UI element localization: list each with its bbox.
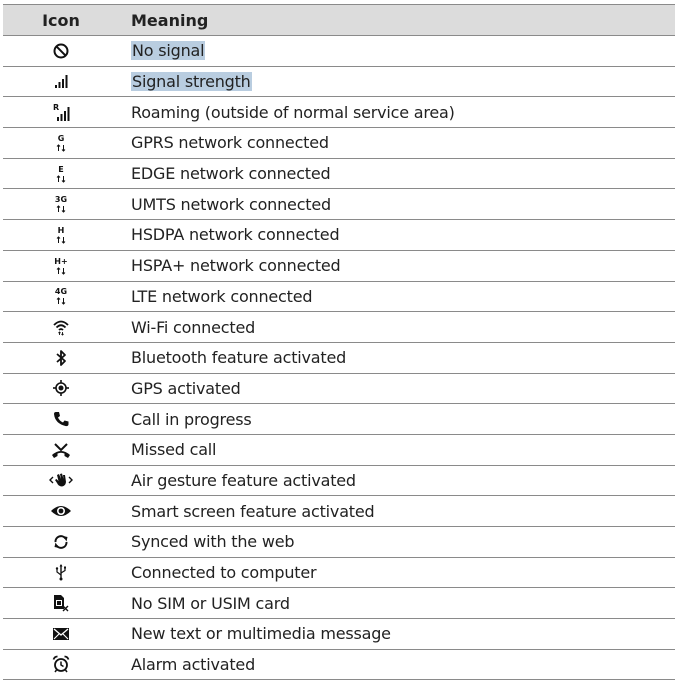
- row-label: Smart screen feature activated: [131, 501, 375, 521]
- row-label: Synced with the web: [131, 532, 295, 552]
- status-icons-table-container: [3, 4, 675, 680]
- smart-screen-icon: [50, 503, 72, 519]
- edge-icon: [53, 164, 69, 184]
- alarm-icon: [52, 655, 70, 673]
- row-label: Call in progress: [131, 409, 252, 429]
- svg-text:R: R: [53, 103, 60, 113]
- svg-text:G: G: [57, 133, 65, 143]
- row-label: EDGE network connected: [131, 164, 331, 184]
- table-row: [3, 619, 675, 650]
- row-label: Connected to computer: [131, 563, 317, 583]
- air-gesture-icon: [49, 471, 73, 489]
- signal-strength-icon: [52, 72, 70, 90]
- table-row: [3, 557, 675, 588]
- missed-call-icon: [51, 441, 71, 459]
- row-label: Bluetooth feature activated: [131, 348, 347, 368]
- svg-text:4G: 4G: [54, 287, 68, 297]
- row-label: LTE network connected: [131, 286, 313, 306]
- row-label: Missed call: [131, 440, 217, 460]
- row-label: UMTS network connected: [131, 194, 331, 214]
- table-row: [3, 66, 675, 97]
- table-row: [3, 649, 675, 680]
- table-row: [3, 220, 675, 251]
- gps-icon: [52, 379, 70, 397]
- hspa-plus-icon: [52, 256, 70, 276]
- row-label: Alarm activated: [131, 655, 256, 675]
- no-sim-icon: [52, 594, 70, 612]
- row-label: HSPA+ network connected: [131, 256, 341, 276]
- row-label: GPRS network connected: [131, 133, 329, 153]
- table-row: [3, 434, 675, 465]
- message-icon: [52, 626, 70, 642]
- row-label: GPS activated: [131, 378, 241, 398]
- lte-icon: [52, 286, 70, 306]
- table-header-row: [3, 5, 675, 36]
- usb-icon: [54, 563, 68, 581]
- table-row: [3, 189, 675, 220]
- table-row: [3, 158, 675, 189]
- table-row: [3, 36, 675, 67]
- table-row: [3, 342, 675, 373]
- svg-text:H: H: [57, 225, 65, 235]
- meaning-column-header: Meaning: [131, 10, 209, 30]
- row-label: Signal strength: [132, 72, 251, 92]
- table-row: [3, 373, 675, 404]
- hsdpa-icon: [53, 225, 69, 245]
- row-label: Roaming (outside of normal service area): [131, 102, 455, 122]
- row-label: New text or multimedia message: [131, 624, 391, 644]
- table-row: [3, 128, 675, 159]
- call-icon: [52, 410, 70, 428]
- row-label: No signal: [132, 41, 205, 61]
- table-row: [3, 97, 675, 128]
- status-icons-table: [3, 4, 675, 680]
- no-signal-icon: [52, 42, 70, 60]
- row-label: Air gesture feature activated: [131, 470, 356, 490]
- bluetooth-icon: [53, 349, 69, 367]
- roaming-icon: [52, 102, 70, 122]
- icon-column-header: Icon: [42, 10, 80, 30]
- row-label: No SIM or USIM card: [131, 593, 290, 613]
- svg-text:E: E: [58, 164, 64, 174]
- umts-icon: [52, 194, 70, 214]
- table-row: [3, 496, 675, 527]
- table-row: [3, 465, 675, 496]
- table-row: [3, 250, 675, 281]
- svg-text:H+: H+: [54, 256, 68, 266]
- gprs-icon: [53, 133, 69, 153]
- table-row: [3, 312, 675, 343]
- table-row: [3, 588, 675, 619]
- row-label: HSDPA network connected: [131, 225, 340, 245]
- row-label: Wi-Fi connected: [131, 317, 256, 337]
- sync-icon: [52, 533, 70, 551]
- wifi-icon: [52, 318, 70, 336]
- table-row: [3, 281, 675, 312]
- table-row: [3, 404, 675, 435]
- svg-text:3G: 3G: [54, 195, 68, 205]
- table-row: [3, 527, 675, 558]
